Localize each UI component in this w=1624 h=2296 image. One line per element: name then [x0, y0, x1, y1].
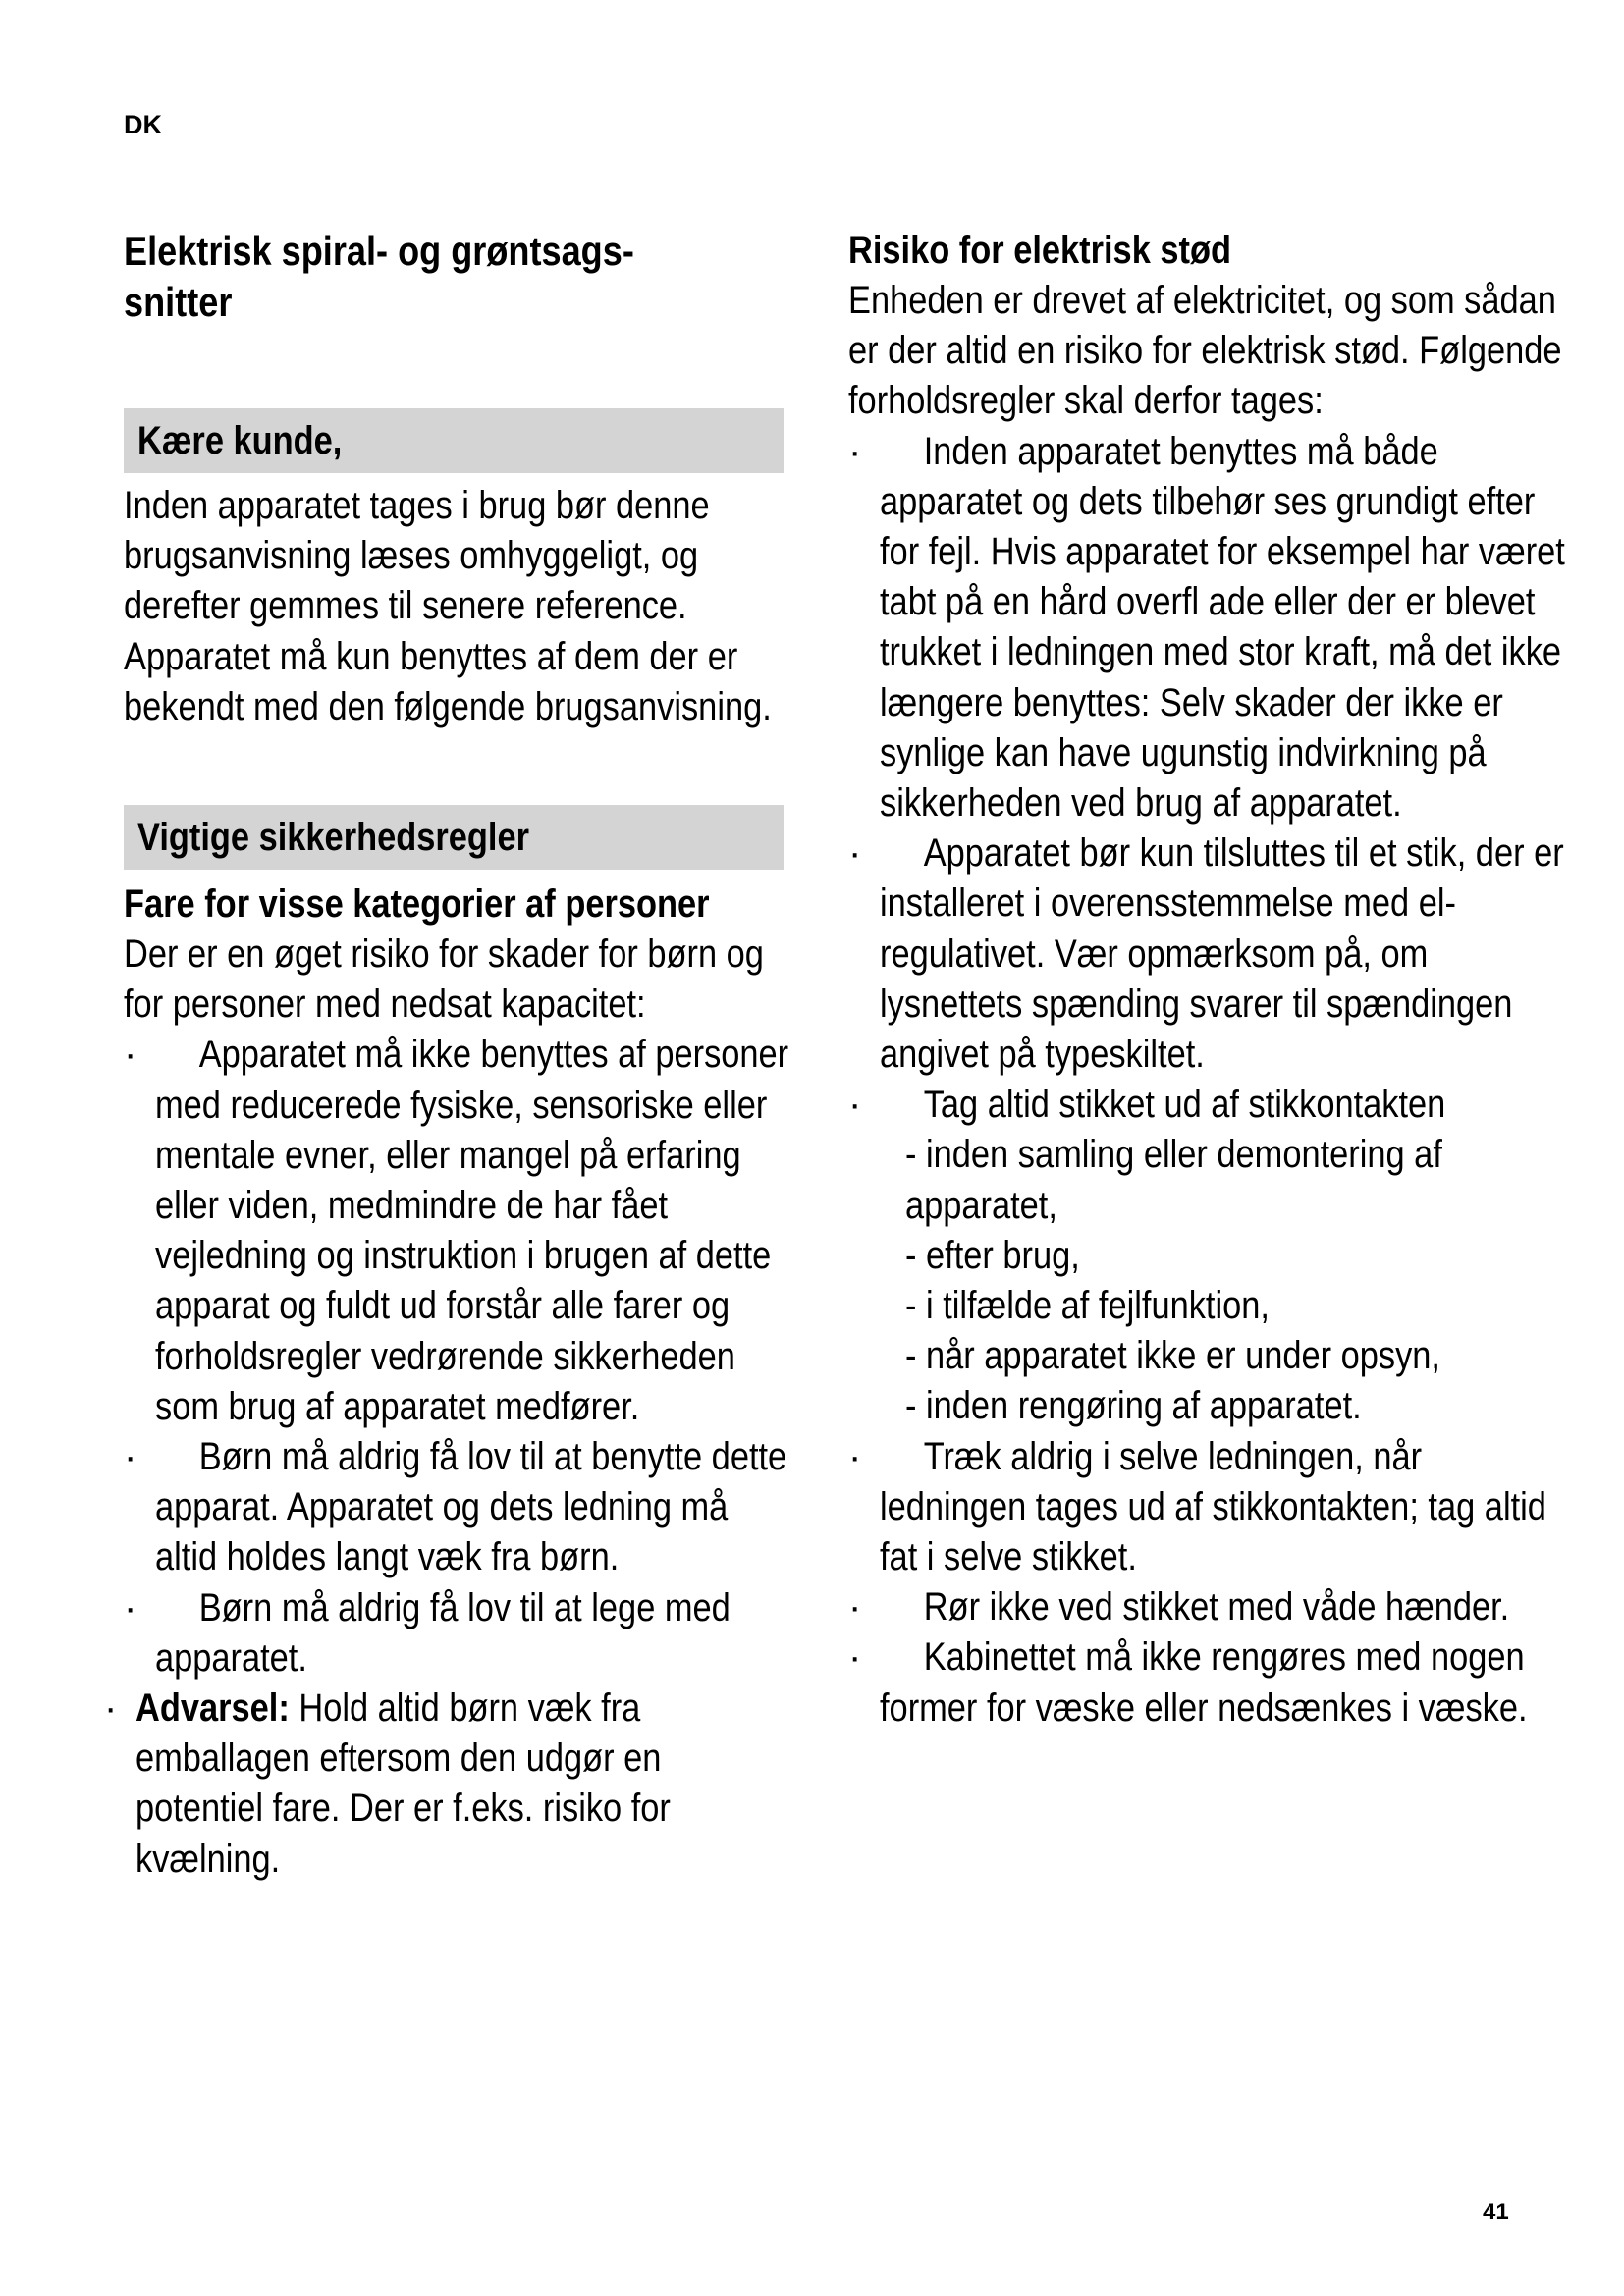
section-band-safety — [124, 805, 784, 870]
warning-body: Hold altid børn væk fra emballagen eftersom den udgør en potentiel fare. Der er f.eks. risiko for kvælning. — [135, 1686, 671, 1881]
bullet-list — [848, 427, 1575, 1734]
list-item-text: Rør ikke ved stikket med våde hænder. — [923, 1585, 1510, 1629]
band-label: Kære kunde, — [137, 418, 343, 462]
list-item — [848, 828, 1575, 1080]
list-item — [848, 427, 1575, 829]
bullet-icon: · — [848, 1434, 862, 1478]
list-item-text: Kabinettet må ikke rengøres med nogen former for væske eller nedsænkes i væske. — [880, 1635, 1528, 1730]
list-item-text: Børn må aldrig få lov til at lege med apparatet. — [155, 1585, 731, 1680]
sub-item-text: - i tilfælde af fejlfunktion, — [905, 1284, 1270, 1328]
bullet-icon: · — [848, 1083, 862, 1127]
section-text: Der er en øget risiko for skader for børn og for personer med nedsat kapacitet: — [124, 933, 764, 1027]
bullet-icon: · — [104, 1686, 118, 1731]
list-item — [848, 1080, 1575, 1431]
section-heading: Risiko for elektrisk stød — [848, 229, 1231, 272]
sub-list — [848, 1130, 1575, 1431]
sub-item — [905, 1281, 1575, 1331]
page-number: 41 — [1483, 2199, 1509, 2225]
intro-paragraph: Inden apparatet tages i brug bør denne brugsanvisning læses omhyggeligt, og derefter gemmes til senere reference. Apparatet må kun benyttes af dem der er bekendt med den følgende brugsanvisning. — [124, 484, 772, 728]
warning-label: Advarsel: — [135, 1686, 290, 1731]
list-item — [848, 1632, 1575, 1733]
right-column — [848, 226, 1575, 1734]
bullet-icon: · — [124, 1033, 137, 1077]
bullet-icon: · — [848, 831, 862, 876]
list-item-text: Apparatet må ikke benyttes af personer med reducerede fysiske, sensoriske eller mentale evner, eller mangel på erfaring eller viden, medmindre de har fået vejledning og instruktion i brugen af dette apparat og fuldt ud forstår alle farer og forholdsregler vedrørende sikkerheden som brug af apparatet medfører. — [155, 1033, 789, 1428]
sub-item-text: - inden rengøring af apparatet. — [905, 1384, 1362, 1428]
list-item-text: Børn må aldrig få lov til at benytte dette apparat. Apparatet og dets ledning må altid holdes langt væk fra børn. — [155, 1435, 787, 1579]
band-label: Vigtige sikkerhedsregler — [137, 815, 529, 859]
list-item-text: Træk aldrig i selve ledningen, når ledningen tages ud af stikkontakten; tag altid fat i selve stikket. — [880, 1434, 1546, 1579]
sub-item — [905, 1231, 1575, 1281]
sub-item — [905, 1130, 1575, 1230]
sub-item — [905, 1381, 1575, 1431]
sub-item-text: - efter brug, — [905, 1233, 1080, 1277]
warning-text — [135, 1683, 789, 1885]
list-item-text: Inden apparatet benyttes må både apparatet og dets tilbehør ses grundigt efter for fejl. Hvis apparatet for eksempel har været tabt på en hård overfl ade eller der er blevet trukket i ledningen med stor kraft, må det ikke længere benyttes: Selv skader der ikke er synlige kan have ugunstig indvirkning på sikkerheden ved brug af apparatet. — [880, 429, 1565, 826]
title-line-1: Elektrisk spiral- og grøntsags- — [124, 228, 634, 274]
list-item — [124, 1432, 791, 1583]
bullet-icon: · — [848, 1585, 862, 1629]
list-item-text: Tag altid stikket ud af stikkontakten — [923, 1083, 1446, 1127]
sub-item-text: - inden samling eller demontering af apparatet, — [905, 1133, 1442, 1227]
language-code: DK — [124, 110, 162, 139]
left-column — [104, 226, 791, 1885]
list-item — [124, 1030, 791, 1432]
document-title — [124, 226, 791, 334]
bullet-icon: · — [848, 429, 862, 473]
sub-item-text: - når apparatet ikke er under opsyn, — [905, 1334, 1440, 1378]
bullet-icon: · — [848, 1635, 862, 1680]
title-line-2: snitter — [124, 279, 233, 325]
warning-item — [104, 1683, 791, 1885]
list-item — [124, 1583, 791, 1683]
list-item — [848, 1582, 1575, 1632]
bullet-icon: · — [124, 1435, 137, 1479]
list-item — [848, 1432, 1575, 1583]
bullet-icon: · — [124, 1585, 137, 1629]
section-band-dear-customer — [124, 408, 784, 473]
bullet-list — [104, 1030, 791, 1884]
sub-item — [905, 1331, 1575, 1381]
list-item-text: Apparatet bør kun tilsluttes til et stik, der er installeret i overensstemmelse med el-regulativet. Vær opmærksom på, om lysnettets spænding svarer til spændingen angivet på typeskiltet. — [880, 831, 1564, 1077]
section-heading: Fare for visse kategorier af personer — [124, 882, 710, 926]
section-text: Enheden er drevet af elektricitet, og som sådan er der altid en risiko for elektrisk stød. Følgende forholdsregler skal derfor tages: — [848, 279, 1562, 423]
